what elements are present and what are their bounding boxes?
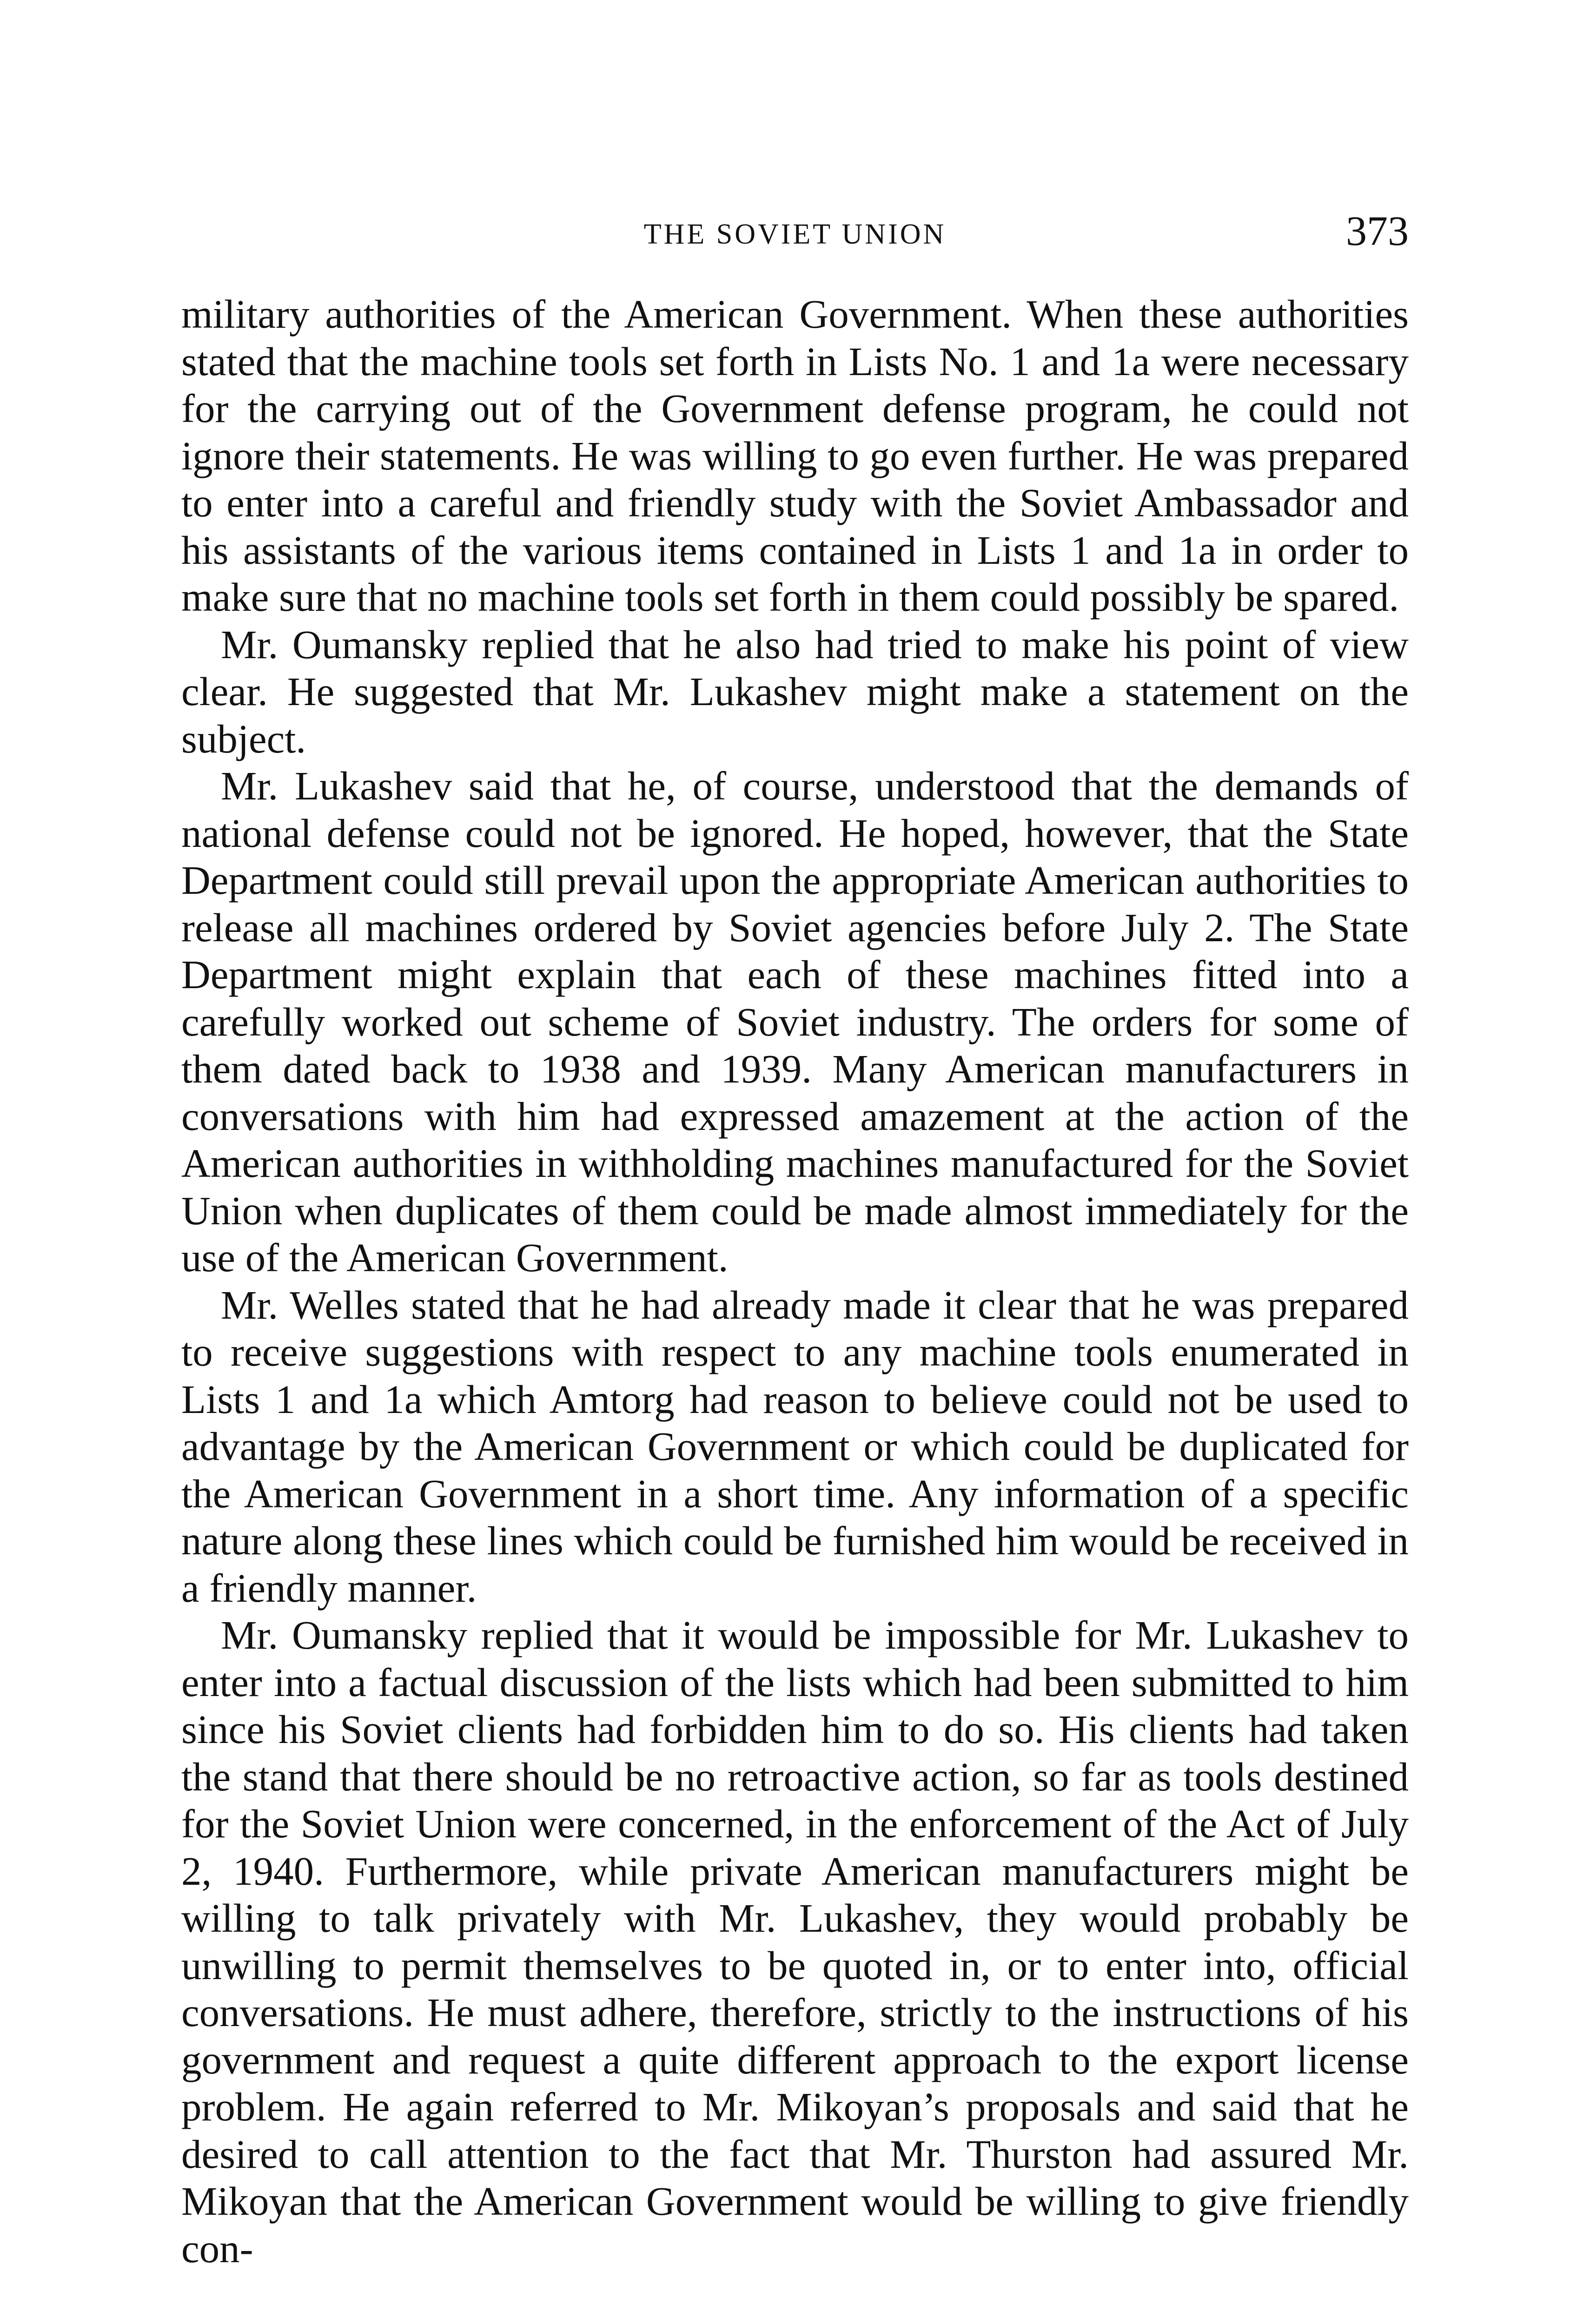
running-head: THE SOVIET UNION <box>643 218 947 250</box>
paragraph: Mr. Oumansky replied that he also had tried to make his point of view clear. He suggested that Mr. Lukashev might make a statement on the subject. <box>181 621 1409 761</box>
body-text <box>181 290 1409 2272</box>
paragraph: Mr. Welles stated that he had already made it clear that he was prepared to receive suggestions with respect to any machine tools enumerated in Lists 1 and 1a which Amtorg had reason to believe could not be used to advantage by the American Government or which could be duplicated for the American Government in a short time. Any information of a specific nature along these lines which could be furnished him would be received in a friendly manner. <box>181 1282 1409 1611</box>
paragraph: Mr. Lukashev said that he, of course, understood that the demands of national defense could not be ignored. He hoped, however, that the State Department could still prevail upon the appropriate American authorities to release all machines ordered by Soviet agencies before July 2. The State Department might explain that each of these machines fitted into a carefully worked out scheme of Soviet industry. The orders for some of them dated back to 1938 and 1939. Many American manufacturers in conversations with him had expressed amazement at the action of the American authorities in withholding machines manufactured for the Soviet Union when duplicates of them could be made almost immediately for the use of the American Government. <box>181 763 1409 1280</box>
paragraph-continued: military authorities of the American Government. When these authorities stated that the machine tools set forth in Lists No. 1 and 1a were necessary for the carrying out of the Government defense program, he could not ignore their statements. He was willing to go even further. He was prepared to enter into a careful and friendly study with the Soviet Ambassador and his assistants of the various items contained in Lists 1 and 1a in order to make sure that no machine tools set forth in them could possibly be spared. <box>181 291 1409 620</box>
paragraph: Mr. Oumansky replied that it would be impossible for Mr. Lukashev to enter into a factual discussion of the lists which had been submitted to him since his Soviet clients had forbidden him to do so. His clients had taken the stand that there should be no retroactive action, so far as tools destined for the Soviet Union were concerned, in the enforcement of the Act of July 2, 1940. Furthermore, while private American manufacturers might be willing to talk privately with Mr. Lukashev, they would probably be unwilling to permit themselves to be quoted in, or to enter into, official conversations. He must adhere, therefore, strictly to the instructions of his government and request a quite different approach to the export license problem. He again referred to Mr. Mikoyan’s proposals and said that he desired to call attention to the fact that Mr. Thurston had assured Mr. Mikoyan that the American Government would be willing to give friendly con- <box>181 1612 1409 2271</box>
page-number: 373 <box>1346 208 1409 254</box>
page-header <box>181 208 1409 259</box>
